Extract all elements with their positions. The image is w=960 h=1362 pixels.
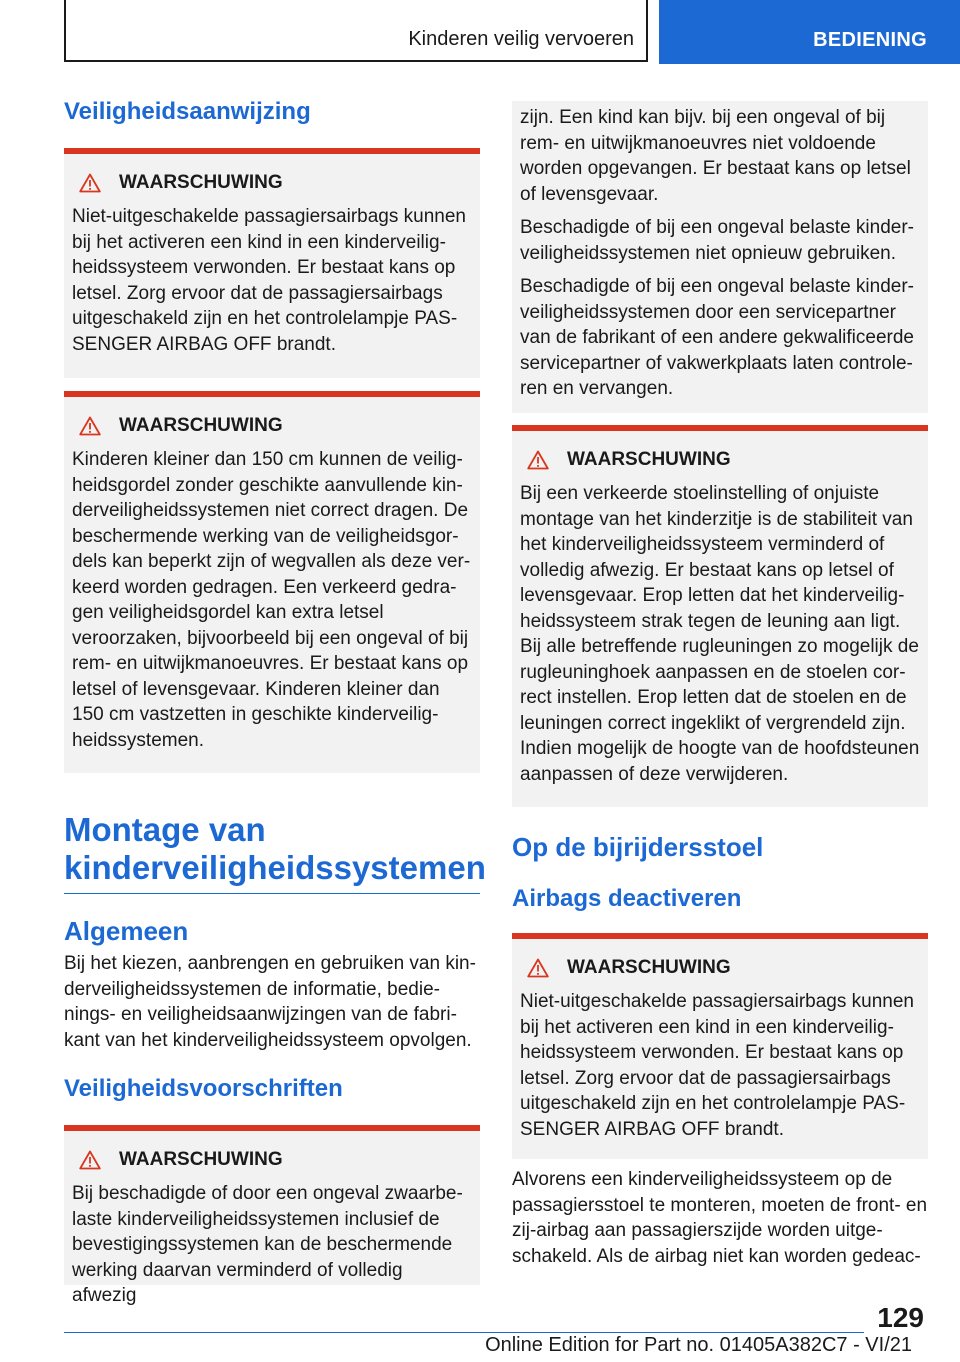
- warning-box: [512, 425, 928, 807]
- page-number: 129: [877, 1302, 924, 1333]
- warning-title: [520, 955, 920, 981]
- warning-title-text: WAARSCHUWING: [119, 1149, 283, 1170]
- footer-edition: Online Edition for Part no. 01405A382C7 - VI/21: [485, 1334, 912, 1356]
- right-column: [512, 101, 928, 1269]
- heading-airbags-deactiveren: Airbags deactiveren: [512, 885, 742, 912]
- warning-text: Bij beschadigde of door een ongeval zwaarbelaste kinderveiligheidssystemen inclusief de bevestigingssystemen kan de beschermende werking daarvan verminderd of volledig afwezig: [72, 1183, 463, 1306]
- warning-title-text: WAARSCHUWING: [119, 415, 283, 436]
- warning-text: Beschadigde of bij een ongeval belaste kinderveiligheidssystemen door een servicepartner van de fabrikant of een andere gekwalificeerde servicepartner of vakwerkplaats laten controleren en vervangen.: [520, 276, 914, 399]
- warning-title: [72, 1147, 472, 1173]
- left-column: [64, 98, 486, 1306]
- heading-algemeen: Algemeen: [64, 916, 189, 946]
- warning-title-text: WAARSCHUWING: [567, 957, 731, 978]
- warning-triangle-icon: [527, 450, 549, 470]
- warning-title-text: WAARSCHUWING: [567, 449, 731, 470]
- main-title: Montage van kinderveiligheidssystemen: [64, 811, 480, 894]
- section-title: Kinderen veilig vervoeren: [408, 28, 634, 50]
- warning-title: [520, 447, 920, 473]
- section-header-box: [64, 0, 648, 62]
- heading-veiligheidsvoorschriften: Veiligheidsvoorschriften: [64, 1075, 343, 1102]
- warning-title-text: WAARSCHUWING: [119, 172, 283, 193]
- warning-box: [64, 1125, 480, 1306]
- warning-text: zijn. Een kind kan bijv. bij een ongeval of bij rem- en uitwijkmanoeuvres niet voldoende worden opgevangen. Er bestaat kans op letsel of levensgevaar.: [520, 107, 911, 205]
- chapter-tab-label: BEDIENING: [813, 29, 927, 51]
- chapter-tab: [659, 0, 960, 64]
- warning-box: [64, 148, 480, 378]
- paragraph-airbags: Alvorens een kinderveiligheidssysteem op de passagiersstoel te monteren, moeten de front- en zij-airbag aan passagierszijde worden uitgeschakeld. Als de airbag niet kan worden gedeac-: [512, 1169, 928, 1267]
- warning-text: Niet-uitgeschakelde passagiersairbags kunnen bij het activeren een kind in een kinderveiligheidssysteem verwonden. Er bestaat kans op letsel. Zorg ervoor dat de passagiersairbags uitgeschakeld zijn en het controlelampje PASSENGER AIRBAG OFF brandt.: [520, 991, 914, 1140]
- warning-triangle-icon: [79, 416, 101, 436]
- warning-box: [64, 391, 480, 773]
- warning-text: Beschadigde of bij een ongeval belaste kinderveiligheidssystemen niet opnieuw gebruiken.: [520, 217, 914, 264]
- warning-text: Kinderen kleiner dan 150 cm kunnen de veiligheidsgordel zonder geschikte aanvullende kinderveiligheidssystemen niet correct dragen. De beschermende werking van de veiligheidsgordels kan beperkt zijn of wegvallen als deze verkeerd worden gedragen. Een verkeerd gedragen veiligheidsgordel kan extra letsel veroorzaken, bijvoorbeeld bij een ongeval of bij rem- en uitwijkmanoeuvres. Er bestaat kans op letsel of levensgevaar. Kinderen kleiner dan 150 cm vastzetten in geschikte kinderveiligheidssystemen.: [72, 449, 471, 751]
- warning-title: [72, 413, 472, 439]
- warning-title: [72, 170, 472, 196]
- footer-divider: [64, 1332, 864, 1333]
- warning-box-continued: [512, 101, 928, 413]
- heading-veiligheidsaanwijzing: Veiligheidsaanwijzing: [64, 98, 311, 125]
- heading-bijrijdersstoel: Op de bijrijdersstoel: [512, 832, 764, 862]
- warning-triangle-icon: [79, 1150, 101, 1170]
- warning-text: Niet-uitgeschakelde passagiersairbags kunnen bij het activeren een kind in een kinderveiligheidssysteem verwonden. Er bestaat kans op letsel. Zorg ervoor dat de passagiersairbags uitgeschakeld zijn en het controlelampje PASSENGER AIRBAG OFF brandt.: [72, 206, 466, 355]
- warning-triangle-icon: [527, 958, 549, 978]
- paragraph-algemeen: Bij het kiezen, aanbrengen en gebruiken van kinderveiligheidssystemen de informatie, bedienings- en veiligheidsaanwijzingen van de fabrikant van het kinderveiligheidssysteem opvolgen.: [64, 953, 476, 1051]
- warning-triangle-icon: [79, 173, 101, 193]
- warning-box: [512, 933, 928, 1159]
- warning-text: Bij een verkeerde stoelinstelling of onjuiste montage van het kinderzitje is de stabiliteit van het kinderveiligheidssysteem verminderd of volledig afwezig. Er bestaat kans op letsel of levensgevaar. Erop letten dat het kinderveiligheidssysteem strak tegen de leuning aan ligt. Bij alle betreffende rugleuningen zo mogelijk de rugleuninghoek aanpassen en de stoelen correct instellen. Erop letten dat de stoelen en de leuningen correct ingeklikt of vergrendeld zijn. Indien mogelijk de hoogte van de hoofdsteunen aanpassen of deze verwijderen.: [520, 483, 920, 785]
- page-header: [0, 0, 960, 64]
